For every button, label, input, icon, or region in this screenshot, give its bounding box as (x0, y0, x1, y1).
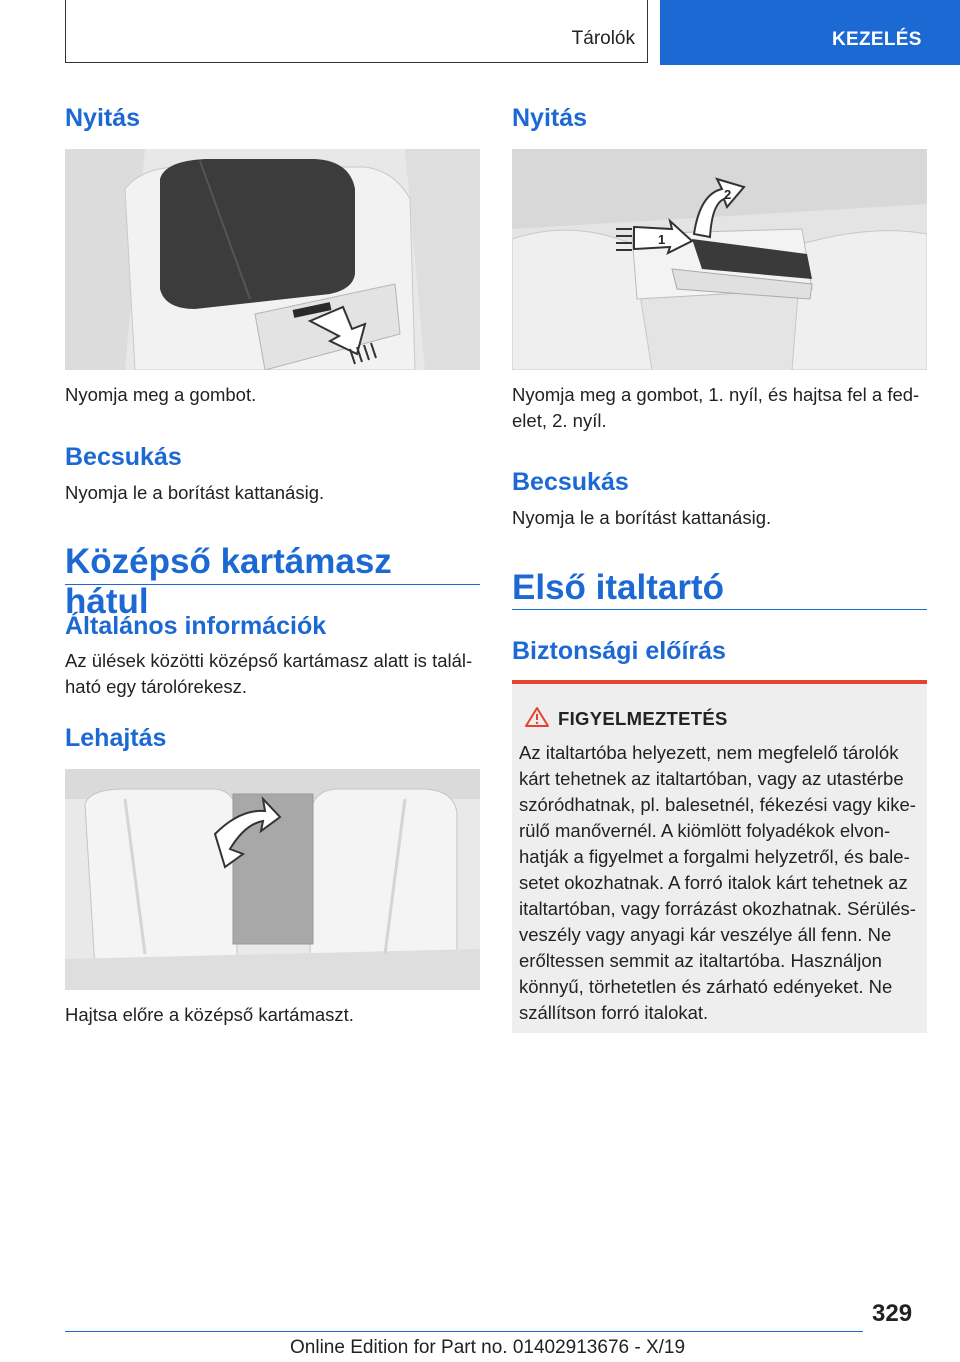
arrow-label-2: 2 (724, 187, 732, 202)
warning-title: FIGYELMEZTETÉS (558, 708, 728, 729)
running-header-chapter-tab (660, 0, 960, 65)
folding-heading: Lehajtás (65, 724, 167, 752)
warning-box (512, 680, 927, 1033)
warning-line: Az italtartóba helyezett, nem megfelelő tárolók (519, 742, 899, 763)
right-opening-text-line-2: elet, 2. nyíl. (512, 410, 607, 431)
right-closing-text: Nyomja le a borítást kattanásig. (512, 507, 772, 528)
heading-rule (65, 584, 480, 585)
rear-armrest-fold-figure (65, 769, 480, 990)
closing-heading: Becsukás (65, 443, 182, 471)
cupholder-heading-rule (512, 609, 927, 610)
warning-triangle-icon (524, 706, 550, 728)
warning-line: erőltessen semmit az italtartóba. Használjon (519, 950, 882, 971)
warning-line: rülő manővernél. A kiömlött folyadékok elvon- (519, 820, 891, 841)
warning-line: szóródhatnak, pl. balesetnél, fékezési vagy kike- (519, 794, 916, 815)
cupholder-heading: Első italtartó (512, 568, 724, 607)
general-info-text-line-2: ható egy tárolórekesz. (65, 676, 248, 697)
warning-line: veszély vagy anyagi kár veszélye áll fenn. Ne (519, 924, 892, 945)
arrow-label-1: 1 (658, 232, 666, 247)
header-chapter-title: KEZELÉS (832, 29, 922, 50)
warning-line: setet okozhatnak. A forró italok kárt tehetnek az (519, 872, 908, 893)
header-section-title: Tárolók (571, 28, 635, 49)
warning-line: szállítson forró italokat. (519, 1002, 709, 1023)
right-opening-heading: Nyitás (512, 104, 588, 132)
rear-armrest-heading: Középső kartámasz hátul (65, 542, 392, 621)
warning-line: italtartóban, vagy forrázást okozhatnak. Sérülés- (519, 898, 916, 919)
page-number: 329 (872, 1300, 913, 1327)
right-closing-heading: Becsukás (512, 468, 629, 496)
folding-text: Hajtsa előre a középső kartámaszt. (65, 1004, 354, 1025)
running-header-section (65, 0, 648, 63)
warning-line: könnyű, törhetetlen és zárható edényeket. Ne (519, 976, 893, 997)
opening-heading: Nyitás (65, 104, 141, 132)
opening-text: Nyomja meg a gombot. (65, 384, 257, 405)
warning-line: kárt tehetnek az italtartóban, vagy az utastérbe (519, 768, 904, 789)
right-opening-text-line-1: Nyomja meg a gombot, 1. nyíl, és hajtsa fel a fed- (512, 384, 920, 405)
front-armrest-figure (65, 149, 480, 370)
footer-rule (65, 1331, 863, 1332)
general-info-text-line-1: Az ülések közötti középső kartámasz alatt is talál- (65, 650, 473, 671)
safety-heading: Biztonsági előírás (512, 637, 726, 665)
rear-armrest-open-figure (512, 149, 927, 370)
warning-line: hatják a figyelmet a forgalmi helyzetről, és bale- (519, 846, 910, 867)
warning-text (519, 740, 921, 1026)
footer-edition-text: Online Edition for Part no. 01402913676 - X/19 (290, 1337, 686, 1358)
closing-text: Nyomja le a borítást kattanásig. (65, 482, 325, 503)
general-info-heading: Általános információk (65, 612, 327, 640)
